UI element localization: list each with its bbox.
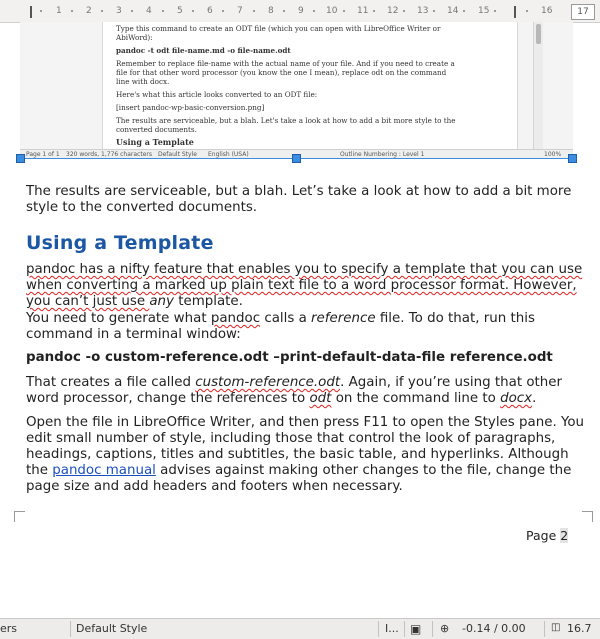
ruler-tick: 14 bbox=[447, 6, 459, 16]
ruler-tick: 7 bbox=[237, 6, 243, 16]
ruler-tick: 11 bbox=[357, 6, 369, 16]
ruler-dot bbox=[131, 10, 133, 12]
ruler-tick: 9 bbox=[298, 6, 304, 16]
embedded-page-text bbox=[116, 24, 456, 151]
resize-handle-bottom-left[interactable] bbox=[16, 154, 25, 163]
embedded-line: [insert pandoc-wp-basic-conversion.png] bbox=[116, 103, 265, 112]
resize-handle-bottom-center[interactable] bbox=[292, 154, 301, 163]
paragraph-text: . bbox=[532, 391, 537, 406]
paragraph-results[interactable]: The results are serviceable, but a blah. Let’s take a look at how to add a bit more style to the converted documents. bbox=[26, 184, 572, 215]
page-corner-mark bbox=[14, 511, 25, 522]
ruler-dot bbox=[343, 10, 345, 12]
embedded-command: pandoc -t odt file-name.md -o file-name.odt bbox=[116, 46, 291, 55]
ruler-dot bbox=[101, 10, 103, 12]
heading-using-a-template[interactable]: Using a Template bbox=[26, 232, 214, 254]
emphasis-odt: odt bbox=[309, 391, 332, 406]
status-word-count-fragment[interactable]: ers bbox=[0, 622, 18, 635]
paragraph-custom-reference[interactable] bbox=[26, 375, 586, 407]
save-status-icon[interactable]: ▣ bbox=[410, 622, 422, 636]
ruler-tick: 10 bbox=[326, 6, 338, 16]
ruler-tick: 3 bbox=[116, 6, 122, 16]
page-number: 2 bbox=[560, 528, 569, 543]
ruler-tick: 16 bbox=[541, 6, 553, 16]
ruler-dot bbox=[283, 10, 285, 12]
ruler-tick: 6 bbox=[207, 6, 213, 16]
paragraph-text: calls a bbox=[260, 311, 312, 326]
paragraph-text: pandoc has a nifty feature that enables you to specify a template that you can use when converting a marked up plain text file to a word processor format. However, you can’t just use bbox=[26, 262, 583, 309]
pandoc-manual-link[interactable]: pandoc manual bbox=[52, 463, 156, 478]
ruler-dot bbox=[463, 10, 465, 12]
paragraph-text: That creates a file called bbox=[26, 375, 196, 390]
paragraph-template-intro[interactable] bbox=[26, 262, 586, 310]
embedded-status-zoom: 100% bbox=[544, 151, 562, 158]
embedded-screenshot-image[interactable] bbox=[20, 22, 573, 159]
embedded-status-style: Default Style bbox=[158, 151, 197, 158]
ruler-dot bbox=[373, 10, 375, 12]
ruler-tick: 4 bbox=[146, 6, 152, 16]
ruler-dot bbox=[253, 10, 255, 12]
paragraph-text: . Again, if you’re using that other word processor, change the references to bbox=[26, 375, 563, 406]
page-label: Page bbox=[526, 528, 561, 543]
ruler-end-marker[interactable]: 17 bbox=[571, 4, 595, 20]
page-number-field[interactable] bbox=[526, 528, 568, 543]
status-page-style[interactable]: Default Style bbox=[76, 622, 148, 635]
ruler-tick: 12 bbox=[387, 6, 399, 16]
size-icon: ◫ bbox=[551, 622, 561, 633]
embedded-scroll-thumb bbox=[536, 24, 541, 44]
page-corner-mark bbox=[582, 511, 593, 522]
embedded-scrollbar bbox=[533, 22, 543, 149]
ruler-dot bbox=[433, 10, 435, 12]
ruler-dot bbox=[222, 10, 224, 12]
status-position[interactable]: -0.14 / 0.00 bbox=[462, 622, 526, 635]
position-icon: ⊕ bbox=[440, 622, 450, 635]
horizontal-ruler[interactable] bbox=[0, 0, 600, 23]
embedded-line: The results are serviceable, but a blah. Let's take a look at how to add a bit more style to the converted documents. bbox=[116, 116, 456, 134]
paragraph-styles-pane[interactable] bbox=[26, 415, 586, 495]
ruler-dot bbox=[494, 10, 496, 12]
ruler-dot bbox=[403, 10, 405, 12]
embedded-status-lang: English (USA) bbox=[208, 151, 249, 158]
emphasis-reference: reference bbox=[311, 311, 376, 326]
ruler-tick: 2 bbox=[86, 6, 92, 16]
word-pandoc: pandoc bbox=[210, 311, 261, 326]
embedded-line: Type this command to create an ODT file (which you can open with LibreOffice Writer or AbiWord): bbox=[116, 24, 441, 42]
resize-handle-bottom-right[interactable] bbox=[568, 154, 577, 163]
embedded-heading: Using a Template bbox=[116, 137, 194, 147]
status-separator bbox=[70, 621, 71, 637]
embedded-status-page: Page 1 of 1 bbox=[26, 151, 60, 158]
ruler-dot bbox=[71, 10, 73, 12]
emphasis-custom-reference: custom-reference.odt bbox=[195, 375, 341, 390]
paragraph-text: template. bbox=[173, 294, 243, 309]
ruler-dot bbox=[526, 10, 528, 12]
ruler-right-margin-marker[interactable] bbox=[514, 6, 516, 18]
embedded-status-outline: Outline Numbering : Level 1 bbox=[340, 151, 425, 158]
command-line-paragraph[interactable]: pandoc -o custom-reference.odt –print-default-data-file reference.odt bbox=[26, 350, 553, 365]
status-separator bbox=[432, 621, 433, 637]
embedded-status-words: 320 words, 1,776 characters bbox=[66, 151, 152, 158]
status-size[interactable]: 16.7 bbox=[567, 622, 592, 635]
ruler-left-margin-marker[interactable] bbox=[30, 6, 32, 18]
status-insert-mode[interactable]: I... bbox=[385, 622, 399, 635]
paragraph-reference-file[interactable] bbox=[26, 311, 586, 343]
ruler-dot bbox=[192, 10, 194, 12]
ruler-tick: 13 bbox=[417, 6, 429, 16]
ruler-tick: 1 bbox=[56, 6, 62, 16]
embedded-line: Here's what this article looks converted to an ODT file: bbox=[116, 90, 318, 99]
paragraph-text: advises against making other changes to the file, change the page size and add headers and footers when necessary. bbox=[26, 463, 572, 494]
ruler-tick: 5 bbox=[177, 6, 183, 16]
embedded-line: Remember to replace file-name with the actual name of your file. And if you need to create a file for that other word processor (you know the one I mean), replace odt on the command line with docx. bbox=[116, 59, 455, 86]
status-bar bbox=[0, 618, 600, 639]
ruler-dot bbox=[313, 10, 315, 12]
status-separator bbox=[378, 621, 379, 637]
emphasis-any: any bbox=[149, 294, 174, 309]
ruler-tick: 15 bbox=[478, 6, 490, 16]
paragraph-text: file. To do that, run this command in a terminal window: bbox=[26, 311, 535, 342]
paragraph-text: on the command line to bbox=[331, 391, 501, 406]
ruler-tick: 8 bbox=[268, 6, 274, 16]
emphasis-docx: docx bbox=[500, 391, 533, 406]
paragraph-text: Open the file in LibreOffice Writer, and then press F11 to open the Styles pane. You edit small number of style, including those that control the look of paragraphs, headings, captions, titles and subtitles, the basic table, and hyperlinks. Although the bbox=[26, 415, 585, 478]
ruler-dot bbox=[162, 10, 164, 12]
ruler-dot bbox=[40, 10, 42, 12]
paragraph-text: You need to generate what bbox=[26, 311, 211, 326]
status-separator bbox=[544, 621, 545, 637]
status-separator bbox=[404, 621, 405, 637]
